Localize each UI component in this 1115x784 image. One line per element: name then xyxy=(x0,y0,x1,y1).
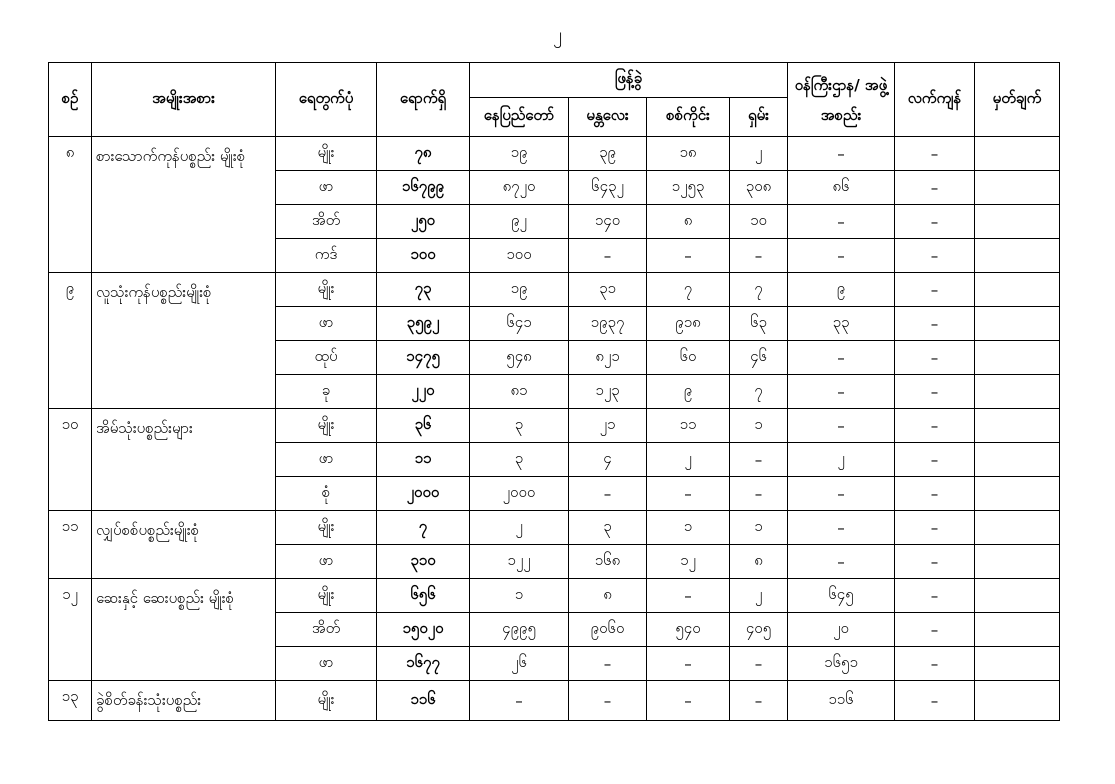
header-distributed: ဖြန့်ခွဲ xyxy=(470,63,788,98)
item-kind-cell: အိမ်သုံးပစ္စည်းများ xyxy=(92,409,276,511)
nay-pyi-taw-cell: ၂ xyxy=(470,511,569,545)
remaining-cell: – xyxy=(895,205,975,239)
unit-cell: မျိုး xyxy=(276,137,377,171)
total-cell: ၇၃ xyxy=(377,273,470,307)
shan-cell: ၇ xyxy=(730,375,788,409)
ministries-cell: – xyxy=(788,409,895,443)
sagaing-cell: ၁ xyxy=(647,511,730,545)
remaining-cell: – xyxy=(895,477,975,511)
relief-distribution-table xyxy=(48,62,1060,721)
remark-cell xyxy=(975,443,1060,477)
table-row xyxy=(49,409,1060,443)
unit-cell: စုံ xyxy=(276,477,377,511)
nay-pyi-taw-cell: ၁၉ xyxy=(470,273,569,307)
mandalay-cell: ၃ xyxy=(569,511,647,545)
sagaing-cell: – xyxy=(647,239,730,273)
mandalay-cell: ၃၁ xyxy=(569,273,647,307)
sagaing-cell: – xyxy=(647,681,730,721)
shan-cell: ၁ xyxy=(730,511,788,545)
total-cell: ၁၁ xyxy=(377,443,470,477)
remark-cell xyxy=(975,273,1060,307)
item-number-cell: ၈ xyxy=(49,137,92,273)
header-total: ရောက်ရှိ xyxy=(377,63,470,137)
header-remaining: လက်ကျန် xyxy=(895,63,975,137)
remaining-cell: – xyxy=(895,341,975,375)
header-nay-pyi-taw: နေပြည်တော် xyxy=(470,98,569,137)
total-cell: ၁၅၀၂၀ xyxy=(377,613,470,647)
ministries-cell: ၉ xyxy=(788,273,895,307)
remaining-cell: – xyxy=(895,307,975,341)
unit-cell: ဖာ xyxy=(276,307,377,341)
table-row xyxy=(49,579,1060,613)
nay-pyi-taw-cell: ၃ xyxy=(470,409,569,443)
item-kind-cell: လျှပ်စစ်ပစ္စည်းမျိုးစုံ xyxy=(92,511,276,579)
nay-pyi-taw-cell: ၁၂၂ xyxy=(470,545,569,579)
shan-cell: – xyxy=(730,239,788,273)
total-cell: ၁၆၇၇ xyxy=(377,647,470,681)
ministries-cell: – xyxy=(788,341,895,375)
table-row xyxy=(49,273,1060,307)
sagaing-cell: ၉ xyxy=(647,375,730,409)
sagaing-cell: ၈ xyxy=(647,205,730,239)
unit-cell: မျိုး xyxy=(276,511,377,545)
nay-pyi-taw-cell: ၁၀၀ xyxy=(470,239,569,273)
shan-cell: ၈ xyxy=(730,545,788,579)
unit-cell: မျိုး xyxy=(276,409,377,443)
unit-cell: ကဒ် xyxy=(276,239,377,273)
nay-pyi-taw-cell: ၁၉ xyxy=(470,137,569,171)
ministries-cell: – xyxy=(788,239,895,273)
item-number-cell: ၁၀ xyxy=(49,409,92,511)
nay-pyi-taw-cell: ၆၄၁ xyxy=(470,307,569,341)
header-shan: ရှမ်း xyxy=(730,98,788,137)
mandalay-cell: ၃၉ xyxy=(569,137,647,171)
total-cell: ၁၄၇၅ xyxy=(377,341,470,375)
total-cell: ၃၁၀ xyxy=(377,545,470,579)
ministries-cell: – xyxy=(788,137,895,171)
ministries-cell: – xyxy=(788,375,895,409)
sagaing-cell: ၆၀ xyxy=(647,341,730,375)
sagaing-cell: ၁၂ xyxy=(647,545,730,579)
nay-pyi-taw-cell: ၈၁ xyxy=(470,375,569,409)
item-kind-cell: စားသောက်ကုန်ပစ္စည်း မျိုးစုံ xyxy=(92,137,276,273)
shan-cell: ၆၃ xyxy=(730,307,788,341)
remaining-cell: – xyxy=(895,511,975,545)
remark-cell xyxy=(975,171,1060,205)
header-kind: အမျိုးအစား xyxy=(92,63,276,137)
remaining-cell: – xyxy=(895,171,975,205)
item-number-cell: ၁၂ xyxy=(49,579,92,681)
remaining-cell: – xyxy=(895,613,975,647)
remaining-cell: – xyxy=(895,137,975,171)
remaining-cell: – xyxy=(895,273,975,307)
shan-cell: ၇ xyxy=(730,273,788,307)
remaining-cell: – xyxy=(895,647,975,681)
remaining-cell: – xyxy=(895,239,975,273)
ministries-cell: ၈၆ xyxy=(788,171,895,205)
table-row xyxy=(49,137,1060,171)
sagaing-cell: – xyxy=(647,647,730,681)
header-ministries: ဝန်ကြီးဌာန/ အဖွဲ့အစည်း xyxy=(788,63,895,137)
total-cell: ၂၂၀ xyxy=(377,375,470,409)
mandalay-cell: ၁၂၃ xyxy=(569,375,647,409)
header-unit: ရေတွက်ပုံ xyxy=(276,63,377,137)
total-cell: ၁၆၇၉၉ xyxy=(377,171,470,205)
mandalay-cell: ၁၆၈ xyxy=(569,545,647,579)
remark-cell xyxy=(975,681,1060,721)
ministries-cell: ၂ xyxy=(788,443,895,477)
mandalay-cell: ၂၁ xyxy=(569,409,647,443)
sagaing-cell: ၂ xyxy=(647,443,730,477)
unit-cell: အိတ် xyxy=(276,613,377,647)
mandalay-cell: ၄ xyxy=(569,443,647,477)
remaining-cell: – xyxy=(895,545,975,579)
shan-cell: ၁၀ xyxy=(730,205,788,239)
ministries-cell: – xyxy=(788,511,895,545)
nay-pyi-taw-cell: – xyxy=(470,681,569,721)
remaining-cell: – xyxy=(895,579,975,613)
table-row xyxy=(49,681,1060,721)
shan-cell: – xyxy=(730,647,788,681)
remark-cell xyxy=(975,409,1060,443)
header-sagaing: စစ်ကိုင်း xyxy=(647,98,730,137)
total-cell: ၃၆ xyxy=(377,409,470,443)
nay-pyi-taw-cell: ၉၂ xyxy=(470,205,569,239)
nay-pyi-taw-cell: ၄၉၉၅ xyxy=(470,613,569,647)
nay-pyi-taw-cell: ၅၄၈ xyxy=(470,341,569,375)
mandalay-cell: ၁၄၀ xyxy=(569,205,647,239)
ministries-cell: ၃၃ xyxy=(788,307,895,341)
total-cell: ၁၀၀ xyxy=(377,239,470,273)
mandalay-cell: – xyxy=(569,647,647,681)
sagaing-cell: ၁၁ xyxy=(647,409,730,443)
remark-cell xyxy=(975,477,1060,511)
mandalay-cell: – xyxy=(569,239,647,273)
total-cell: ၂၅၀ xyxy=(377,205,470,239)
ministries-cell: ၁၁၆ xyxy=(788,681,895,721)
total-cell: ၃၅၉၂ xyxy=(377,307,470,341)
shan-cell: ၂ xyxy=(730,137,788,171)
sagaing-cell: ၅၄၀ xyxy=(647,613,730,647)
page-number: ၂ xyxy=(553,24,562,45)
mandalay-cell: – xyxy=(569,477,647,511)
remark-cell xyxy=(975,545,1060,579)
sagaing-cell: – xyxy=(647,579,730,613)
unit-cell: ထုပ် xyxy=(276,341,377,375)
header-remark: မှတ်ချက် xyxy=(975,63,1060,137)
unit-cell: မျိုး xyxy=(276,579,377,613)
unit-cell: မျိုး xyxy=(276,681,377,721)
nay-pyi-taw-cell: ၂၀၀၀ xyxy=(470,477,569,511)
header-no: စဉ် xyxy=(49,63,92,137)
item-kind-cell: ခွဲစိတ်ခန်းသုံးပစ္စည်း xyxy=(92,681,276,721)
sagaing-cell: – xyxy=(647,477,730,511)
table-body xyxy=(49,137,1060,721)
shan-cell: ၁ xyxy=(730,409,788,443)
shan-cell: ၄၀၅ xyxy=(730,613,788,647)
ministries-cell: – xyxy=(788,205,895,239)
remark-cell xyxy=(975,307,1060,341)
unit-cell: ဖာ xyxy=(276,647,377,681)
unit-cell: မျိုး xyxy=(276,273,377,307)
table-row xyxy=(49,511,1060,545)
remark-cell xyxy=(975,511,1060,545)
item-kind-cell: ဆေးနှင့် ဆေးပစ္စည်း မျိုးစုံ xyxy=(92,579,276,681)
mandalay-cell: ၉၀၆၀ xyxy=(569,613,647,647)
unit-cell: ဖာ xyxy=(276,171,377,205)
item-number-cell: ၁၁ xyxy=(49,511,92,579)
remaining-cell: – xyxy=(895,443,975,477)
sagaing-cell: ၁၂၅၃ xyxy=(647,171,730,205)
unit-cell: ဖာ xyxy=(276,443,377,477)
total-cell: ၇၈ xyxy=(377,137,470,171)
mandalay-cell: ၈၂၁ xyxy=(569,341,647,375)
remark-cell xyxy=(975,375,1060,409)
remaining-cell: – xyxy=(895,375,975,409)
unit-cell: ခု xyxy=(276,375,377,409)
table-header xyxy=(49,63,1060,137)
total-cell: ၆၅၆ xyxy=(377,579,470,613)
mandalay-cell: ၁၉၃၇ xyxy=(569,307,647,341)
unit-cell: ဖာ xyxy=(276,545,377,579)
shan-cell: ၂ xyxy=(730,579,788,613)
shan-cell: ၃၀၈ xyxy=(730,171,788,205)
remark-cell xyxy=(975,613,1060,647)
ministries-cell: ၆၄၅ xyxy=(788,579,895,613)
ministries-cell: – xyxy=(788,545,895,579)
header-mandalay: မန္တလေး xyxy=(569,98,647,137)
nay-pyi-taw-cell: ၈၇၂၀ xyxy=(470,171,569,205)
nay-pyi-taw-cell: ၃ xyxy=(470,443,569,477)
shan-cell: – xyxy=(730,681,788,721)
sagaing-cell: ၇ xyxy=(647,273,730,307)
ministries-cell: ၁၆၅၁ xyxy=(788,647,895,681)
shan-cell: ၄၆ xyxy=(730,341,788,375)
mandalay-cell: ၆၄၃၂ xyxy=(569,171,647,205)
remark-cell xyxy=(975,341,1060,375)
remaining-cell: – xyxy=(895,681,975,721)
remark-cell xyxy=(975,579,1060,613)
shan-cell: – xyxy=(730,477,788,511)
mandalay-cell: ၈ xyxy=(569,579,647,613)
nay-pyi-taw-cell: ၁ xyxy=(470,579,569,613)
sagaing-cell: ၉၁၈ xyxy=(647,307,730,341)
item-kind-cell: လူသုံးကုန်ပစ္စည်းမျိုးစုံ xyxy=(92,273,276,409)
total-cell: ၂၀၀၀ xyxy=(377,477,470,511)
remaining-cell: – xyxy=(895,409,975,443)
total-cell: ၇ xyxy=(377,511,470,545)
shan-cell: – xyxy=(730,443,788,477)
total-cell: ၁၁၆ xyxy=(377,681,470,721)
sagaing-cell: ၁၈ xyxy=(647,137,730,171)
item-number-cell: ၉ xyxy=(49,273,92,409)
nay-pyi-taw-cell: ၂၆ xyxy=(470,647,569,681)
unit-cell: အိတ် xyxy=(276,205,377,239)
remark-cell xyxy=(975,137,1060,171)
ministries-cell: ၂၀ xyxy=(788,613,895,647)
remark-cell xyxy=(975,205,1060,239)
item-number-cell: ၁၃ xyxy=(49,681,92,721)
remark-cell xyxy=(975,647,1060,681)
ministries-cell: – xyxy=(788,477,895,511)
mandalay-cell: – xyxy=(569,681,647,721)
remark-cell xyxy=(975,239,1060,273)
